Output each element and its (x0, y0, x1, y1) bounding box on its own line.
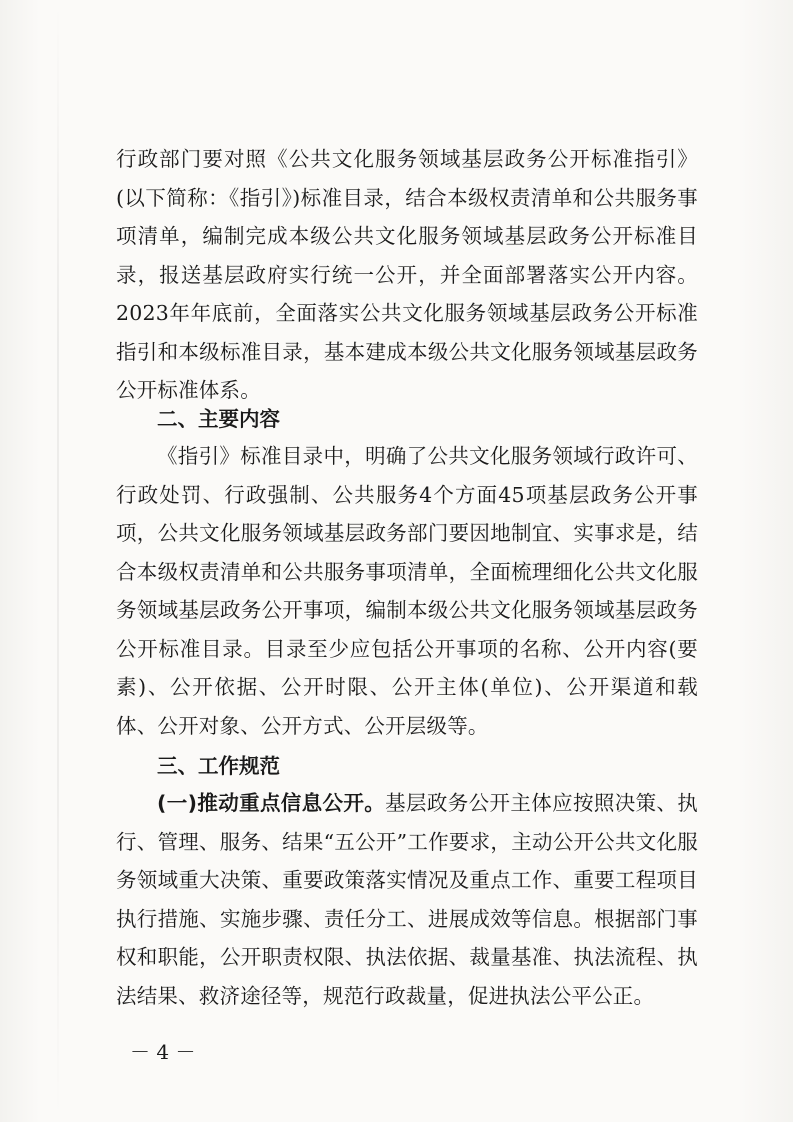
paragraph-body-text: 基层政务公开主体应按照决策、执行、管理、服务、结果“五公开”工作要求，主动公开公共文化服务领域重大决策、重要政策落实情况及重点工作、重要工程项目执行措施、实施步骤、责任分工、进展成效等信息。根据部门事权和职能，公开职责权限、执法依据、裁量基准、执法流程、执法结果、救济途径等，规范行政裁量，促进执法公平公正。 (116, 791, 699, 1008)
page-number: － 4 － (130, 1040, 196, 1064)
paragraph-lead-title: (一)推动重点信息公开。 (157, 791, 386, 815)
paragraph-main-content: 《指引》标准目录中，明确了公共文化服务领域行政许可、行政处罚、行政强制、公共服务4个方面45项基层政务公开事项，公共文化服务领域基层政务部门要因地制宜、实事求是，结合本级权责清单和公共服务事项清单，全面梳理细化公共文化服务领域基层政务公开事项，编制本级公共文化服务领域基层政务公开标准目录。目录至少应包括公开事项的名称、公开内容(要素)、公开依据、公开时限、公开主体(单位)、公开渠道和载体、公开对象、公开方式、公开层级等。 (116, 444, 698, 738)
page-edge-shadow (57, 0, 59, 1122)
paragraph-work-standards (116, 784, 698, 1015)
section-heading-work-standards: 三、工作规范 (157, 754, 280, 778)
paragraph-intro: 行政部门要对照《公共文化服务领域基层政务公开标准指引》(以下简称：《指引》)标准目录，结合本级权责清单和公共服务事项清单，编制完成本级公共文化服务领域基层政务公开标准目录，报送基层政府实行统一公开，并全面部署落实公开内容。2023年年底前，全面落实公共文化服务领域基层政务公开标准指引和本级标准目录，基本建成本级公共文化服务领域基层政务公开标准体系。 (116, 147, 698, 402)
section-heading-main-content: 二、主要内容 (157, 407, 280, 431)
